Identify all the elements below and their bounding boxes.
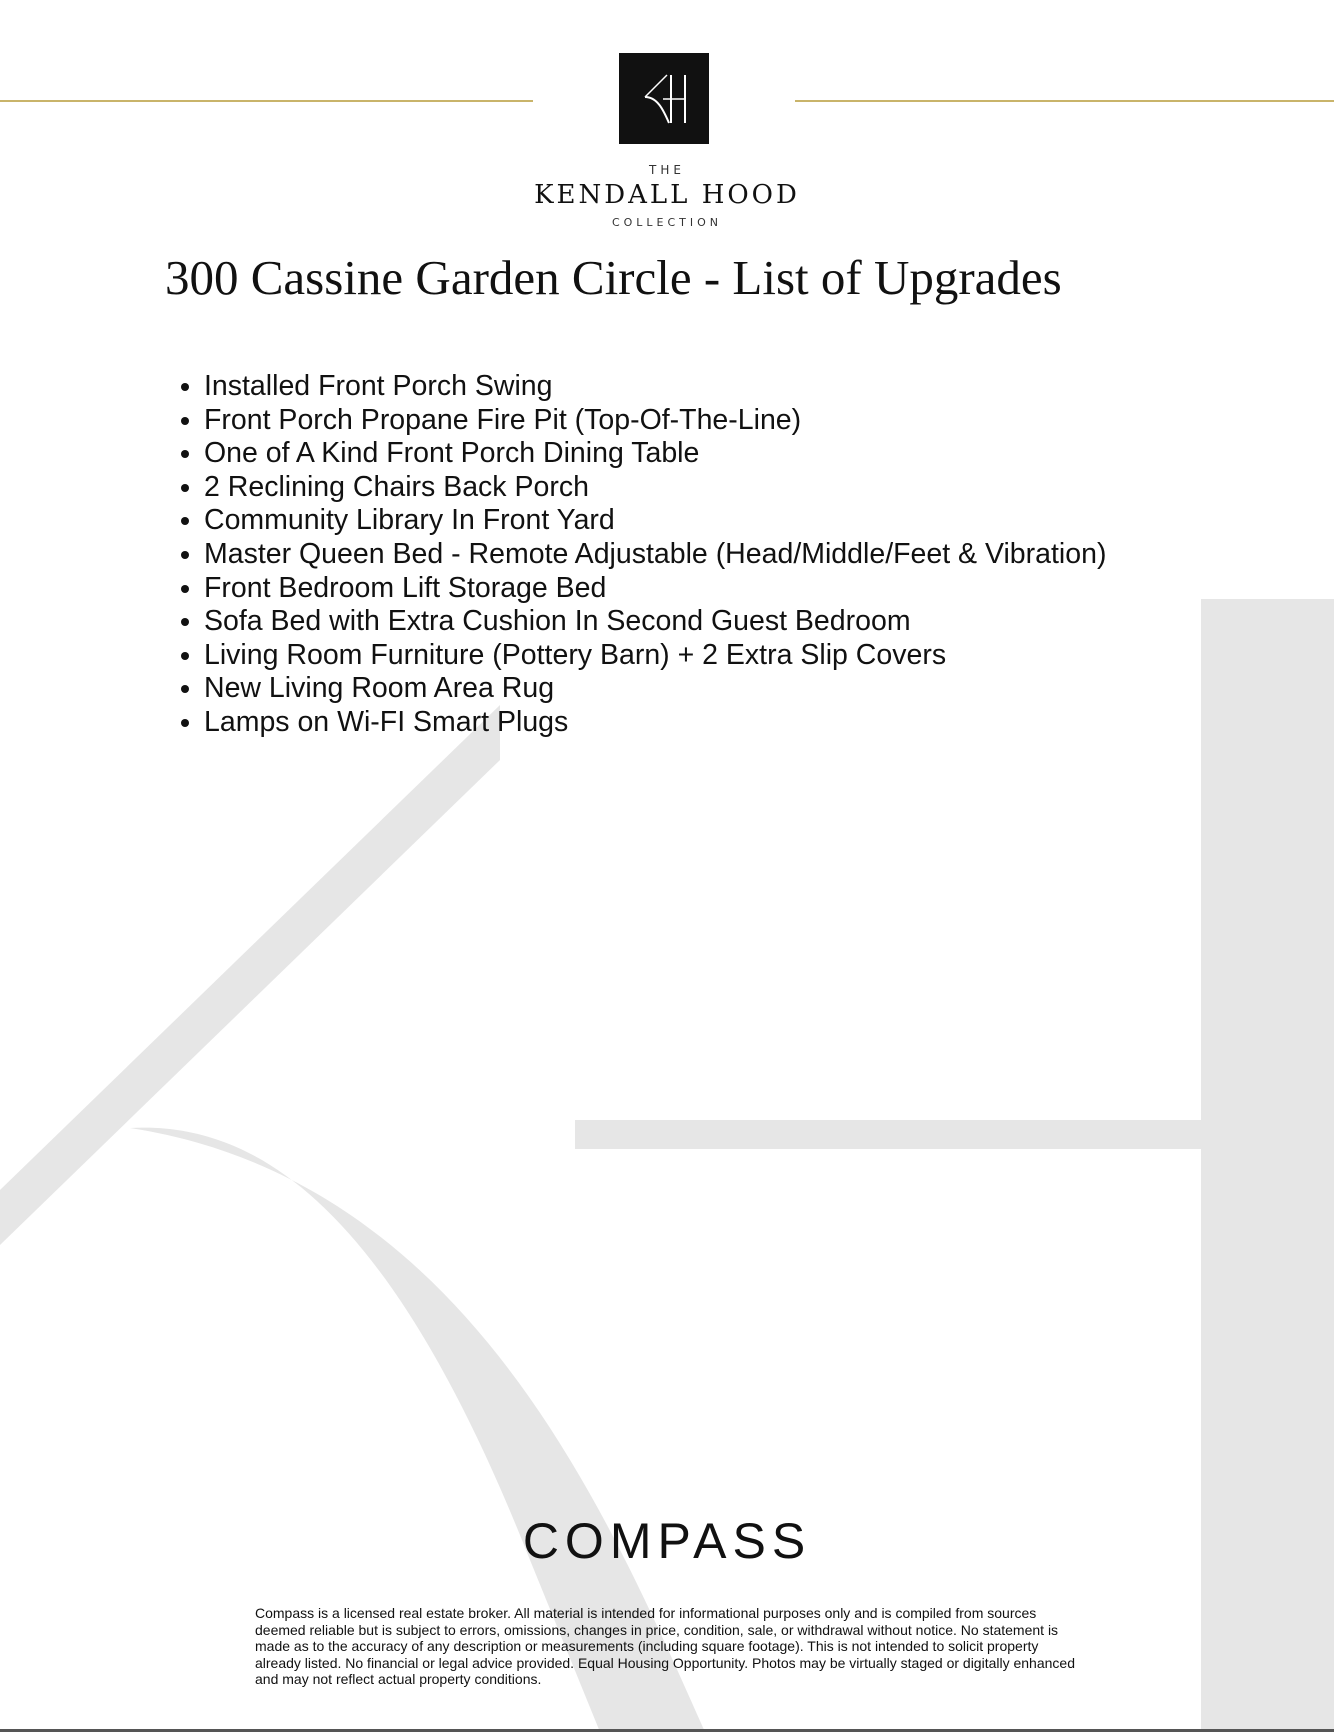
- list-item: • New Living Room Area Rug: [204, 672, 1106, 706]
- upgrades-list: [0, 370, 1106, 740]
- legal-disclaimer: Compass is a licensed real estate broker. All material is intended for informational purposes only and is compiled from sources deemed reliable but is subject to errors, omissions, changes in price, condition, sale, or withdrawal without notice. No statement is made as to the accuracy of any description or measurements (including square footage). This is not intended to solicit property already listed. No financial or legal advice provided. Equal Housing Opportunity. Photos may be virtually staged or digitally enhanced and may not reflect actual property conditions.: [255, 1605, 1075, 1687]
- kh-monogram-icon: [619, 53, 709, 144]
- header-rule-right: [795, 100, 1334, 102]
- list-item: • Lamps on Wi-FI Smart Plugs: [204, 706, 1106, 740]
- list-item: • Sofa Bed with Extra Cushion In Second Guest Bedroom: [204, 605, 1106, 639]
- list-item: • Master Queen Bed - Remote Adjustable (Head/Middle/Feet & Vibration): [204, 538, 1106, 572]
- brand-name: KENDALL HOOD: [534, 180, 800, 210]
- page-title: 300 Cassine Garden Circle - List of Upgrades: [165, 250, 1062, 305]
- list-item: • Community Library In Front Yard: [204, 504, 1106, 538]
- list-item: • Front Bedroom Lift Storage Bed: [204, 572, 1106, 606]
- list-item: • One of A Kind Front Porch Dining Table: [204, 437, 1106, 471]
- header-rule-left: [0, 100, 533, 102]
- list-item: • Installed Front Porch Swing: [204, 370, 1106, 404]
- list-item: • 2 Reclining Chairs Back Porch: [204, 471, 1106, 505]
- list-item: • Living Room Furniture (Pottery Barn) + 2 Extra Slip Covers: [204, 639, 1106, 673]
- list-item: • Front Porch Propane Fire Pit (Top-Of-The-Line): [204, 404, 1106, 438]
- brand-prefix: THE: [649, 163, 685, 177]
- brand-suffix: COLLECTION: [611, 216, 723, 229]
- compass-logo: COMPASS: [522, 1513, 812, 1569]
